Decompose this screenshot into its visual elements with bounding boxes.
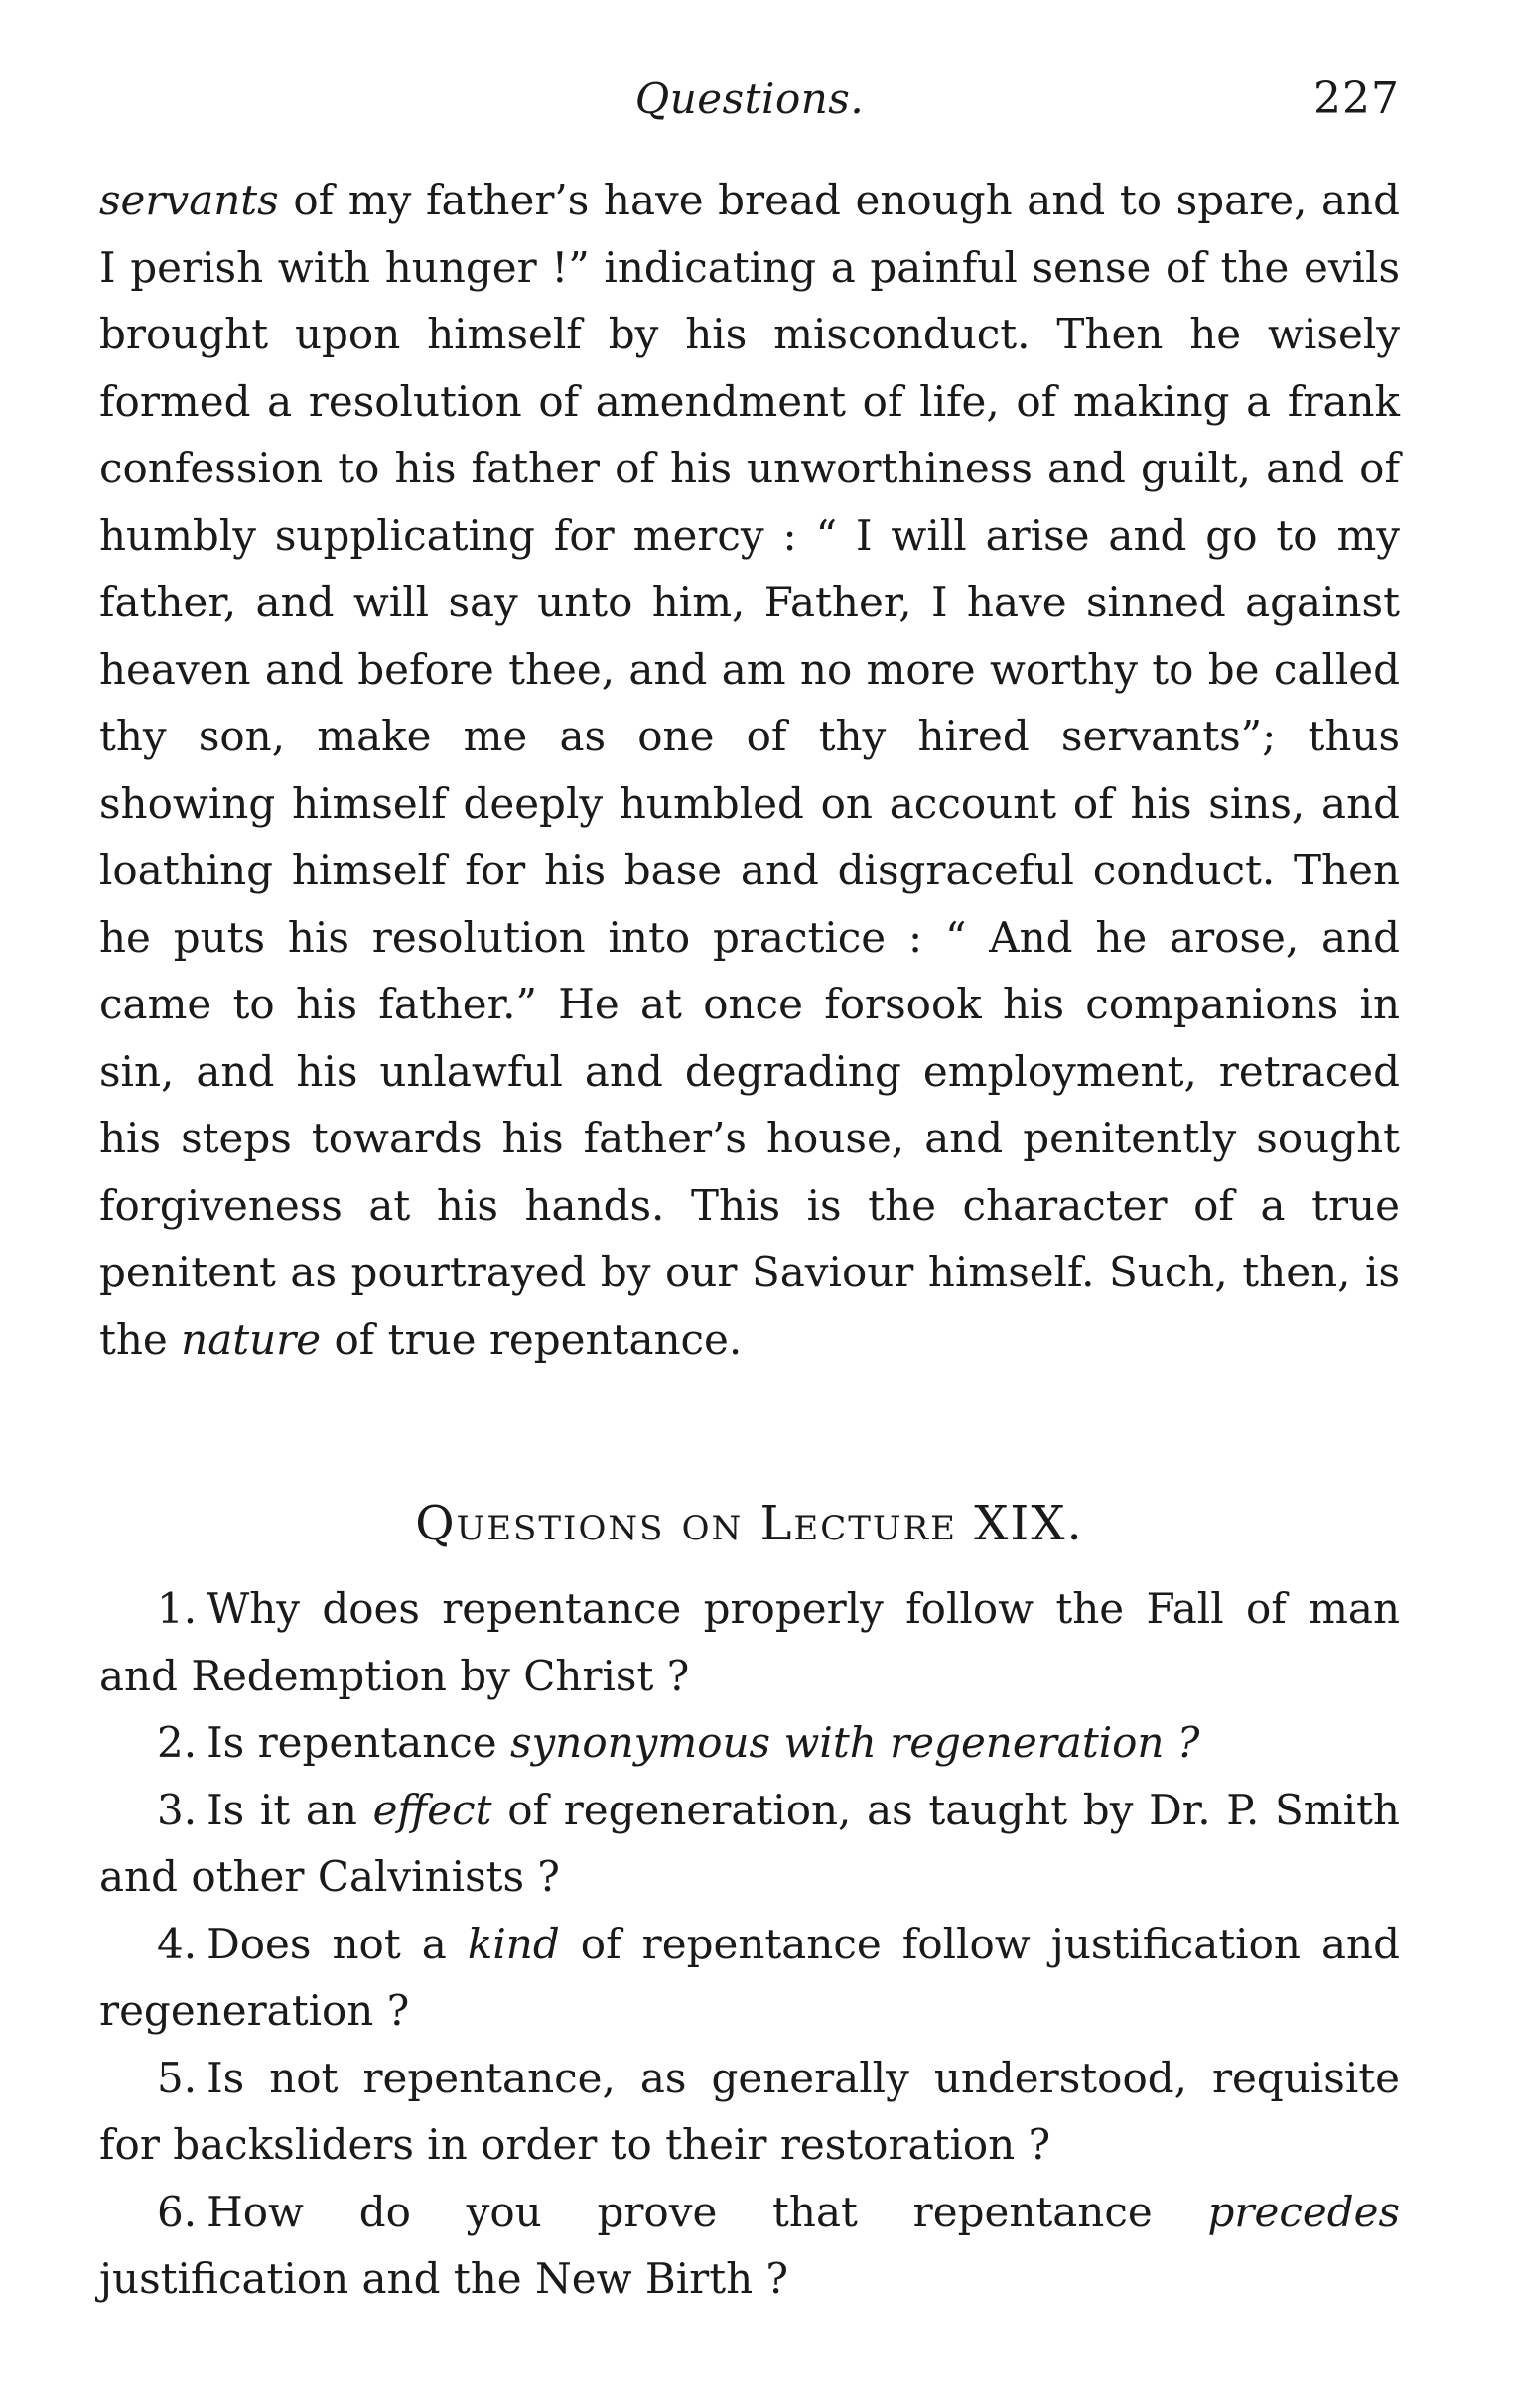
- question-text: Does not a: [207, 1919, 468, 1968]
- question-text: Is it an: [207, 1785, 373, 1834]
- question-text-end: of repentance follow justification and regeneration ?: [99, 1919, 1400, 2035]
- question-text: Is repentance: [207, 1718, 510, 1767]
- question-item: [99, 2045, 1400, 2179]
- body-paragraph: [99, 167, 1400, 1373]
- question-italic: effect: [372, 1785, 492, 1834]
- question-number: 4.: [157, 1919, 198, 1968]
- italic-word-nature: nature: [181, 1314, 322, 1364]
- running-head: [99, 69, 1400, 129]
- question-item: [99, 1777, 1400, 1911]
- question-item: [99, 1911, 1400, 2045]
- question-text: Is not repentance, as generally understood, requisite for backsliders in order to their restoration ?: [99, 2053, 1400, 2169]
- question-italic: precedes: [1207, 2187, 1400, 2236]
- question-italic: kind: [467, 1919, 560, 1968]
- question-number: 3.: [157, 1785, 198, 1834]
- question-text: Why does repentance properly follow the Fall of man and Redemption by Christ ?: [99, 1584, 1400, 1700]
- question-number: 1.: [157, 1584, 198, 1633]
- running-title: Questions.: [634, 74, 865, 123]
- question-number: 5.: [157, 2053, 198, 2102]
- question-item: [99, 2179, 1400, 2313]
- question-number: 6.: [157, 2187, 198, 2236]
- question-text: How do you prove that repentance: [207, 2187, 1208, 2236]
- italic-word-servants: servants: [99, 176, 279, 224]
- question-number: 2.: [157, 1718, 198, 1767]
- question-item: [99, 1709, 1400, 1777]
- paragraph-end: of true repentance.: [321, 1314, 743, 1364]
- question-text-end: justification and the New Birth ?: [99, 2254, 789, 2303]
- page-number: 227: [1313, 73, 1400, 124]
- question-italic: synonymous with regeneration ?: [510, 1718, 1200, 1767]
- paragraph-text: of my father’s have bread enough and to spare, and I perish with hunger !” indicating a painful sense of the evils brought upon himself by his misconduct. Then he wisely formed a resolution of amendment of life, of making a frank confession to his father of his unworthiness and guilt, and of humbly supplicating for mercy : “ I will arise and go to my father, and will say unto him, Father, I have sinned against heaven and before thee, and am no more worthy to be called thy son, make me as one of thy hired servants”; thus showing himself deeply humbled on account of his sins, and loathing himself for his base and disgraceful conduct. Then he puts his resolution into practice : “ And he arose, and came to his father.” He at once forsook his companions in sin, and his unlawful and degrading employment, retraced his steps towards his father’s house, and penitently sought forgiveness at his hands. This is the character of a true penitent as pourtrayed by our Saviour himself. Such, then, is the: [99, 176, 1400, 1364]
- section-heading: Questions on Lecture XIX.: [415, 1496, 1084, 1551]
- question-text-end: of regeneration, as taught by Dr. P. Smith and other Calvinists ?: [99, 1785, 1400, 1901]
- questions-list: [99, 1575, 1400, 2313]
- question-item: [99, 1575, 1400, 1709]
